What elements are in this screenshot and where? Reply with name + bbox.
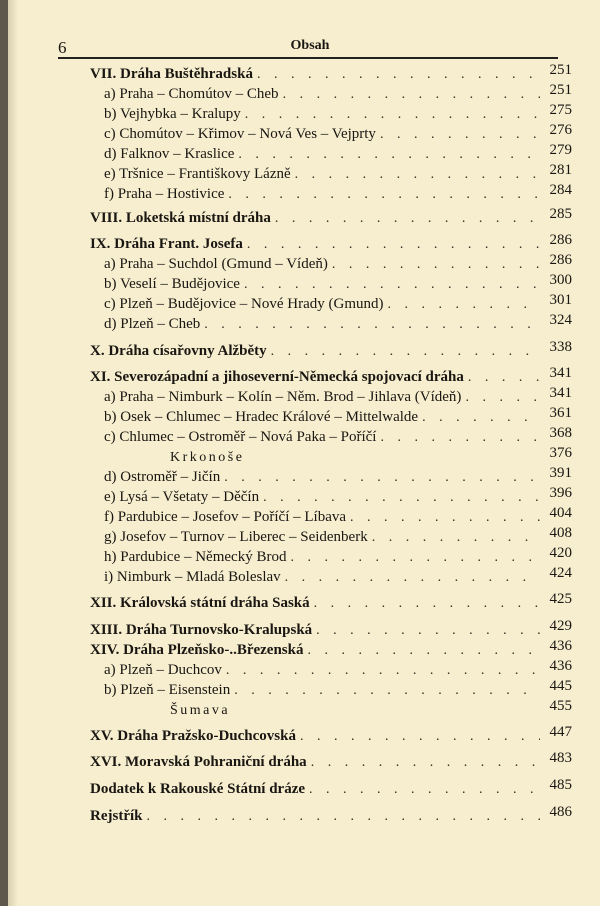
toc-chapter-row [90,206,572,230]
toc-subentry-row [104,122,572,146]
toc-page-number: 361 [549,405,572,421]
toc-page-number: 404 [549,505,572,521]
dot-leader [316,623,540,639]
dot-leader [234,683,540,699]
toc-page-number: 285 [549,206,572,222]
table-of-contents [8,0,600,906]
toc-page-number: 447 [549,724,572,740]
dot-leader [247,237,540,253]
dot-leader [350,510,540,526]
toc-page-number: 341 [549,385,572,401]
toc-page-number: 408 [549,525,572,541]
toc-entry-title: e) Tršnice – Františkovy Lázně [104,166,291,182]
toc-page-number: 368 [549,425,572,441]
dot-leader [372,530,540,546]
toc-page-number: 284 [549,182,572,198]
dot-leader [275,211,540,227]
toc-entry-title: d) Plzeň – Cheb [104,316,201,332]
toc-page-number: 436 [549,658,572,674]
toc-chapter-row [90,339,572,363]
toc-page-number: 301 [549,292,572,308]
toc-page-number: 429 [549,618,572,634]
toc-entry-title: X. Dráha císařovny Alžběty [90,343,267,359]
toc-entry-title: VIII. Loketská místní dráha [90,210,271,226]
toc-subentry-row [104,102,572,126]
toc-entry-title: XIV. Dráha Plzeňsko-..Březenská [90,642,304,658]
toc-page-number: 300 [549,272,572,288]
toc-section-row [170,698,572,722]
toc-page-number: 286 [549,232,572,248]
dot-leader [226,663,540,679]
toc-chapter-row [90,750,572,774]
dot-leader [290,550,540,566]
toc-entry-title: a) Praha – Nimburk – Kolín – Něm. Brod – Jihlava (Vídeň) [104,389,462,405]
toc-subentry-row [104,678,572,702]
toc-chapter-row [90,232,572,256]
book-page [8,0,600,906]
toc-subentry-row [104,82,572,106]
dot-leader [244,277,540,293]
toc-entry-title: Krkonoše [170,450,245,465]
dot-leader [332,257,540,273]
dot-leader [263,490,540,506]
dot-leader [257,67,540,83]
toc-page-number: 445 [549,678,572,694]
toc-entry-title: XI. Severozápadní a jihoseverní-Německá spojovací dráha [90,369,464,385]
dot-leader [307,643,540,659]
toc-page-number: 483 [549,750,572,766]
dot-leader [300,729,540,745]
toc-page-number: 324 [549,312,572,328]
toc-entry-title: c) Chomútov – Křimov – Nová Ves – Vejprty [104,126,376,142]
toc-subentry-row [104,505,572,529]
toc-subentry-row [104,272,572,296]
toc-section-row [170,445,572,469]
toc-subentry-row [104,162,572,186]
dot-leader [285,570,540,586]
dot-leader [204,317,540,333]
toc-subentry-row [104,292,572,316]
toc-page-number: 396 [549,485,572,501]
toc-subentry-row [104,182,572,206]
toc-entry-title: IX. Dráha Frant. Josefa [90,236,243,252]
toc-entry-title: XIII. Dráha Turnovsko-Kralupská [90,622,313,638]
toc-entry-title: d) Ostroměř – Jičín [104,469,221,485]
toc-subentry-row [104,425,572,449]
toc-page-number: 251 [549,82,572,98]
dot-leader [147,809,541,825]
toc-page-number: 279 [549,142,572,158]
toc-entry-title: a) Praha – Suchdol (Gmund – Vídeň) [104,256,328,272]
toc-page-number: 338 [549,339,572,355]
toc-page-number: 341 [549,365,572,381]
toc-chapter-row [90,724,572,748]
toc-subentry-row [104,252,572,276]
toc-page-number: 486 [549,804,572,820]
toc-chapter-row [90,618,572,642]
toc-entry-title: a) Praha – Chomútov – Cheb [104,86,279,102]
dot-leader [465,390,540,406]
toc-subentry-row [104,465,572,489]
dot-leader [228,187,540,203]
dot-leader [295,167,540,183]
toc-subentry-row [104,312,572,336]
toc-entry-title: Dodatek k Rakouské Státní dráze [90,781,306,797]
toc-subentry-row [104,658,572,682]
toc-subentry-row [104,545,572,569]
toc-entry-title: f) Praha – Hostivice [104,186,225,202]
dot-leader [380,127,540,143]
toc-chapter-row [90,638,572,662]
toc-entry-title: h) Pardubice – Německý Brod [104,549,287,565]
dot-leader [311,755,540,771]
dot-leader [283,87,540,103]
dot-leader [224,470,540,486]
toc-page-number: 455 [549,698,572,714]
toc-entry-title: e) Lysá – Všetaty – Děčín [104,489,260,505]
toc-page-number: 286 [549,252,572,268]
dot-leader [422,410,540,426]
dot-leader [238,147,540,163]
toc-subentry-row [104,525,572,549]
toc-chapter-row [90,777,572,801]
toc-chapter-row [90,804,572,828]
page-number: 6 [58,38,67,57]
toc-entry-title: d) Falknov – Kraslice [104,146,235,162]
toc-page-number: 276 [549,122,572,138]
toc-page-number: 391 [549,465,572,481]
toc-chapter-row [90,591,572,615]
dot-leader [309,782,540,798]
toc-chapter-row [90,365,572,389]
toc-entry-title: b) Veselí – Budějovice [104,276,240,292]
toc-subentry-row [104,485,572,509]
toc-page-number: 376 [549,445,572,461]
toc-entry-title: c) Chlumec – Ostroměř – Nová Paka – Poříčí [104,429,377,445]
toc-entry-title: b) Osek – Chlumec – Hradec Králové – Mittelwalde [104,409,419,425]
toc-entry-title: XII. Královská státní dráha Saská [90,595,310,611]
running-title: Obsah [290,38,330,53]
toc-entry-title: XV. Dráha Pražsko-Duchcovská [90,728,296,744]
dot-leader [468,370,540,386]
toc-subentry-row [104,565,572,589]
toc-entry-title: XVI. Moravská Pohraniční dráha [90,754,307,770]
toc-subentry-row [104,385,572,409]
dot-leader [271,344,540,360]
toc-page-number: 424 [549,565,572,581]
toc-entry-title: b) Vejhybka – Kralupy [104,106,241,122]
toc-page-number: 436 [549,638,572,654]
toc-chapter-row [90,62,572,86]
toc-page-number: 485 [549,777,572,793]
toc-entry-title: Rejstřík [90,808,143,824]
toc-entry-title: b) Plzeň – Eisenstein [104,682,231,698]
toc-entry-title: f) Pardubice – Josefov – Poříčí – Líbava [104,509,347,525]
toc-page-number: 275 [549,102,572,118]
dot-leader [314,596,540,612]
toc-subentry-row [104,405,572,429]
toc-entry-title: a) Plzeň – Duchcov [104,662,222,678]
dot-leader [380,430,540,446]
toc-entry-title: i) Nimburk – Mladá Boleslav [104,569,281,585]
dot-leader [245,107,540,123]
toc-entry-title: Šumava [170,703,231,718]
toc-subentry-row [104,142,572,166]
dot-leader [388,297,540,313]
toc-page-number: 420 [549,545,572,561]
toc-page-number: 425 [549,591,572,607]
toc-page-number: 251 [549,62,572,78]
toc-page-number: 281 [549,162,572,178]
toc-entry-title: c) Plzeň – Budějovice – Nové Hrady (Gmund) [104,296,384,312]
toc-entry-title: VII. Dráha Buštěhradská [90,66,253,82]
toc-entry-title: g) Josefov – Turnov – Liberec – Seidenberk [104,529,368,545]
